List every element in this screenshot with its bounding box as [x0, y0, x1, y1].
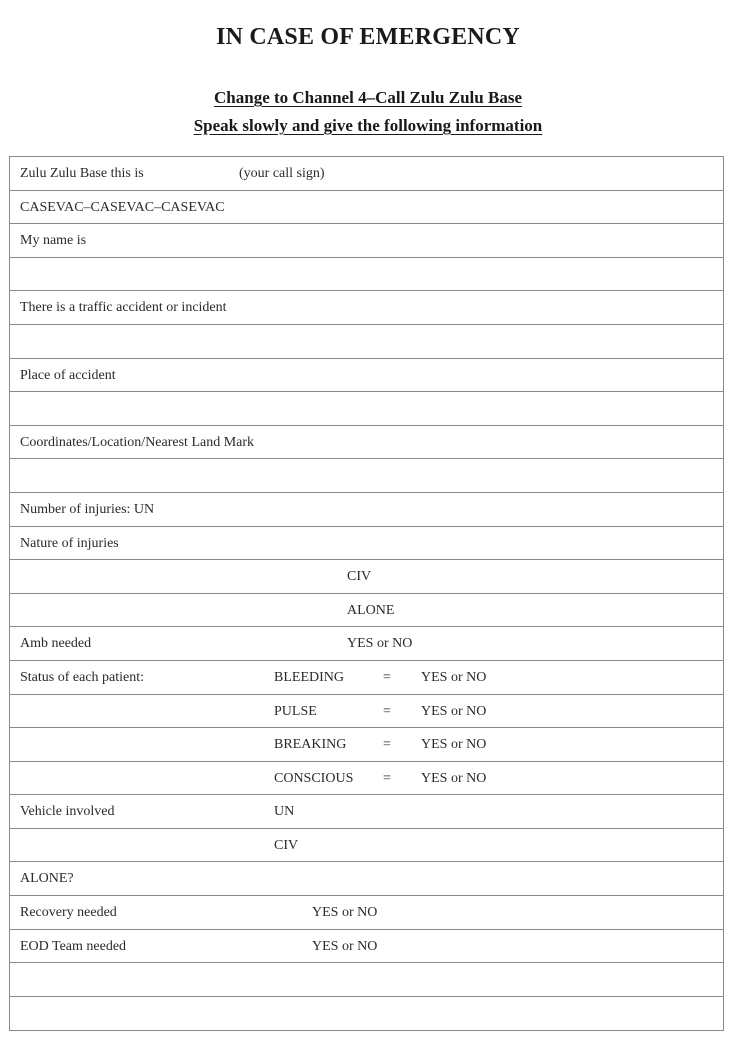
form-row-blank — [10, 963, 723, 997]
form-row-status-conscious — [10, 762, 723, 796]
form-row-blank — [10, 392, 723, 426]
form-row-blank — [10, 258, 723, 292]
form-row-blank — [10, 325, 723, 359]
form-row-accident — [10, 291, 723, 325]
form-row-civ — [10, 560, 723, 594]
emergency-form — [9, 156, 724, 1031]
form-row-injury-nature — [10, 527, 723, 561]
accident-label: There is a traffic accident or incident — [20, 300, 227, 316]
vehicle-un: UN — [274, 804, 295, 820]
call-sign-hint: (your call sign) — [239, 166, 325, 181]
status-item-equals: = — [383, 737, 391, 753]
status-item-name: BLEEDING — [274, 669, 344, 685]
eod-value: YES or NO — [312, 938, 378, 954]
status-item-equals: = — [383, 669, 391, 685]
status-item-value: YES or NO — [421, 737, 487, 753]
form-row-blank — [10, 459, 723, 493]
amb-value: YES or NO — [347, 636, 413, 652]
status-item-name: CONSCIOUS — [274, 770, 354, 786]
form-row-casevac — [10, 191, 723, 225]
vehicle-label: Vehicle involved — [20, 804, 115, 820]
form-row-vehicle-civ — [10, 829, 723, 863]
form-row-injury-count — [10, 493, 723, 527]
form-row-alone — [10, 594, 723, 628]
form-row-call-sign — [10, 157, 723, 191]
form-row-recovery — [10, 896, 723, 930]
form-row-alone-question — [10, 862, 723, 896]
status-item-name: PULSE — [274, 703, 317, 719]
place-label: Place of accident — [20, 367, 116, 383]
form-row-amb — [10, 627, 723, 661]
civ-option: CIV — [347, 569, 372, 585]
form-row-status-pulse — [10, 695, 723, 729]
instruction-speak: Speak slowly and give the following information — [193, 116, 543, 135]
recovery-value: YES or NO — [312, 905, 378, 921]
form-row-blank — [10, 997, 723, 1031]
form-row-name — [10, 224, 723, 258]
status-label: Status of each patient: — [20, 669, 145, 685]
form-row-vehicle — [10, 795, 723, 829]
injuries-count-label: Number of injuries: UN — [20, 501, 155, 517]
page-title: IN CASE OF EMERGENCY — [216, 24, 520, 50]
status-item-equals: = — [383, 770, 391, 786]
status-item-value: YES or NO — [421, 703, 487, 719]
form-row-coordinates — [10, 426, 723, 460]
status-item-name: BREAKING — [274, 737, 347, 753]
recovery-label: Recovery needed — [20, 905, 117, 921]
name-label: My name is — [20, 233, 87, 249]
call-sign-label: Zulu Zulu Base this is — [20, 166, 144, 181]
status-item-value: YES or NO — [421, 669, 487, 685]
coordinates-label: Coordinates/Location/Nearest Land Mark — [20, 434, 255, 450]
form-row-status-breaking — [10, 728, 723, 762]
alone-question: ALONE? — [20, 871, 74, 887]
status-item-value: YES or NO — [421, 770, 487, 786]
injuries-nature-label: Nature of injuries — [20, 535, 119, 551]
form-row-place — [10, 359, 723, 393]
amb-label: Amb needed — [20, 636, 92, 652]
eod-label: EOD Team needed — [20, 938, 127, 954]
casevac-text: CASEVAC–CASEVAC–CASEVAC — [20, 199, 225, 215]
form-row-eod — [10, 930, 723, 964]
status-item-equals: = — [383, 703, 391, 719]
instruction-channel: Change to Channel 4–Call Zulu Zulu Base — [214, 88, 522, 107]
alone-option: ALONE — [347, 602, 395, 618]
form-row-status-bleeding — [10, 661, 723, 695]
vehicle-civ: CIV — [274, 837, 299, 853]
